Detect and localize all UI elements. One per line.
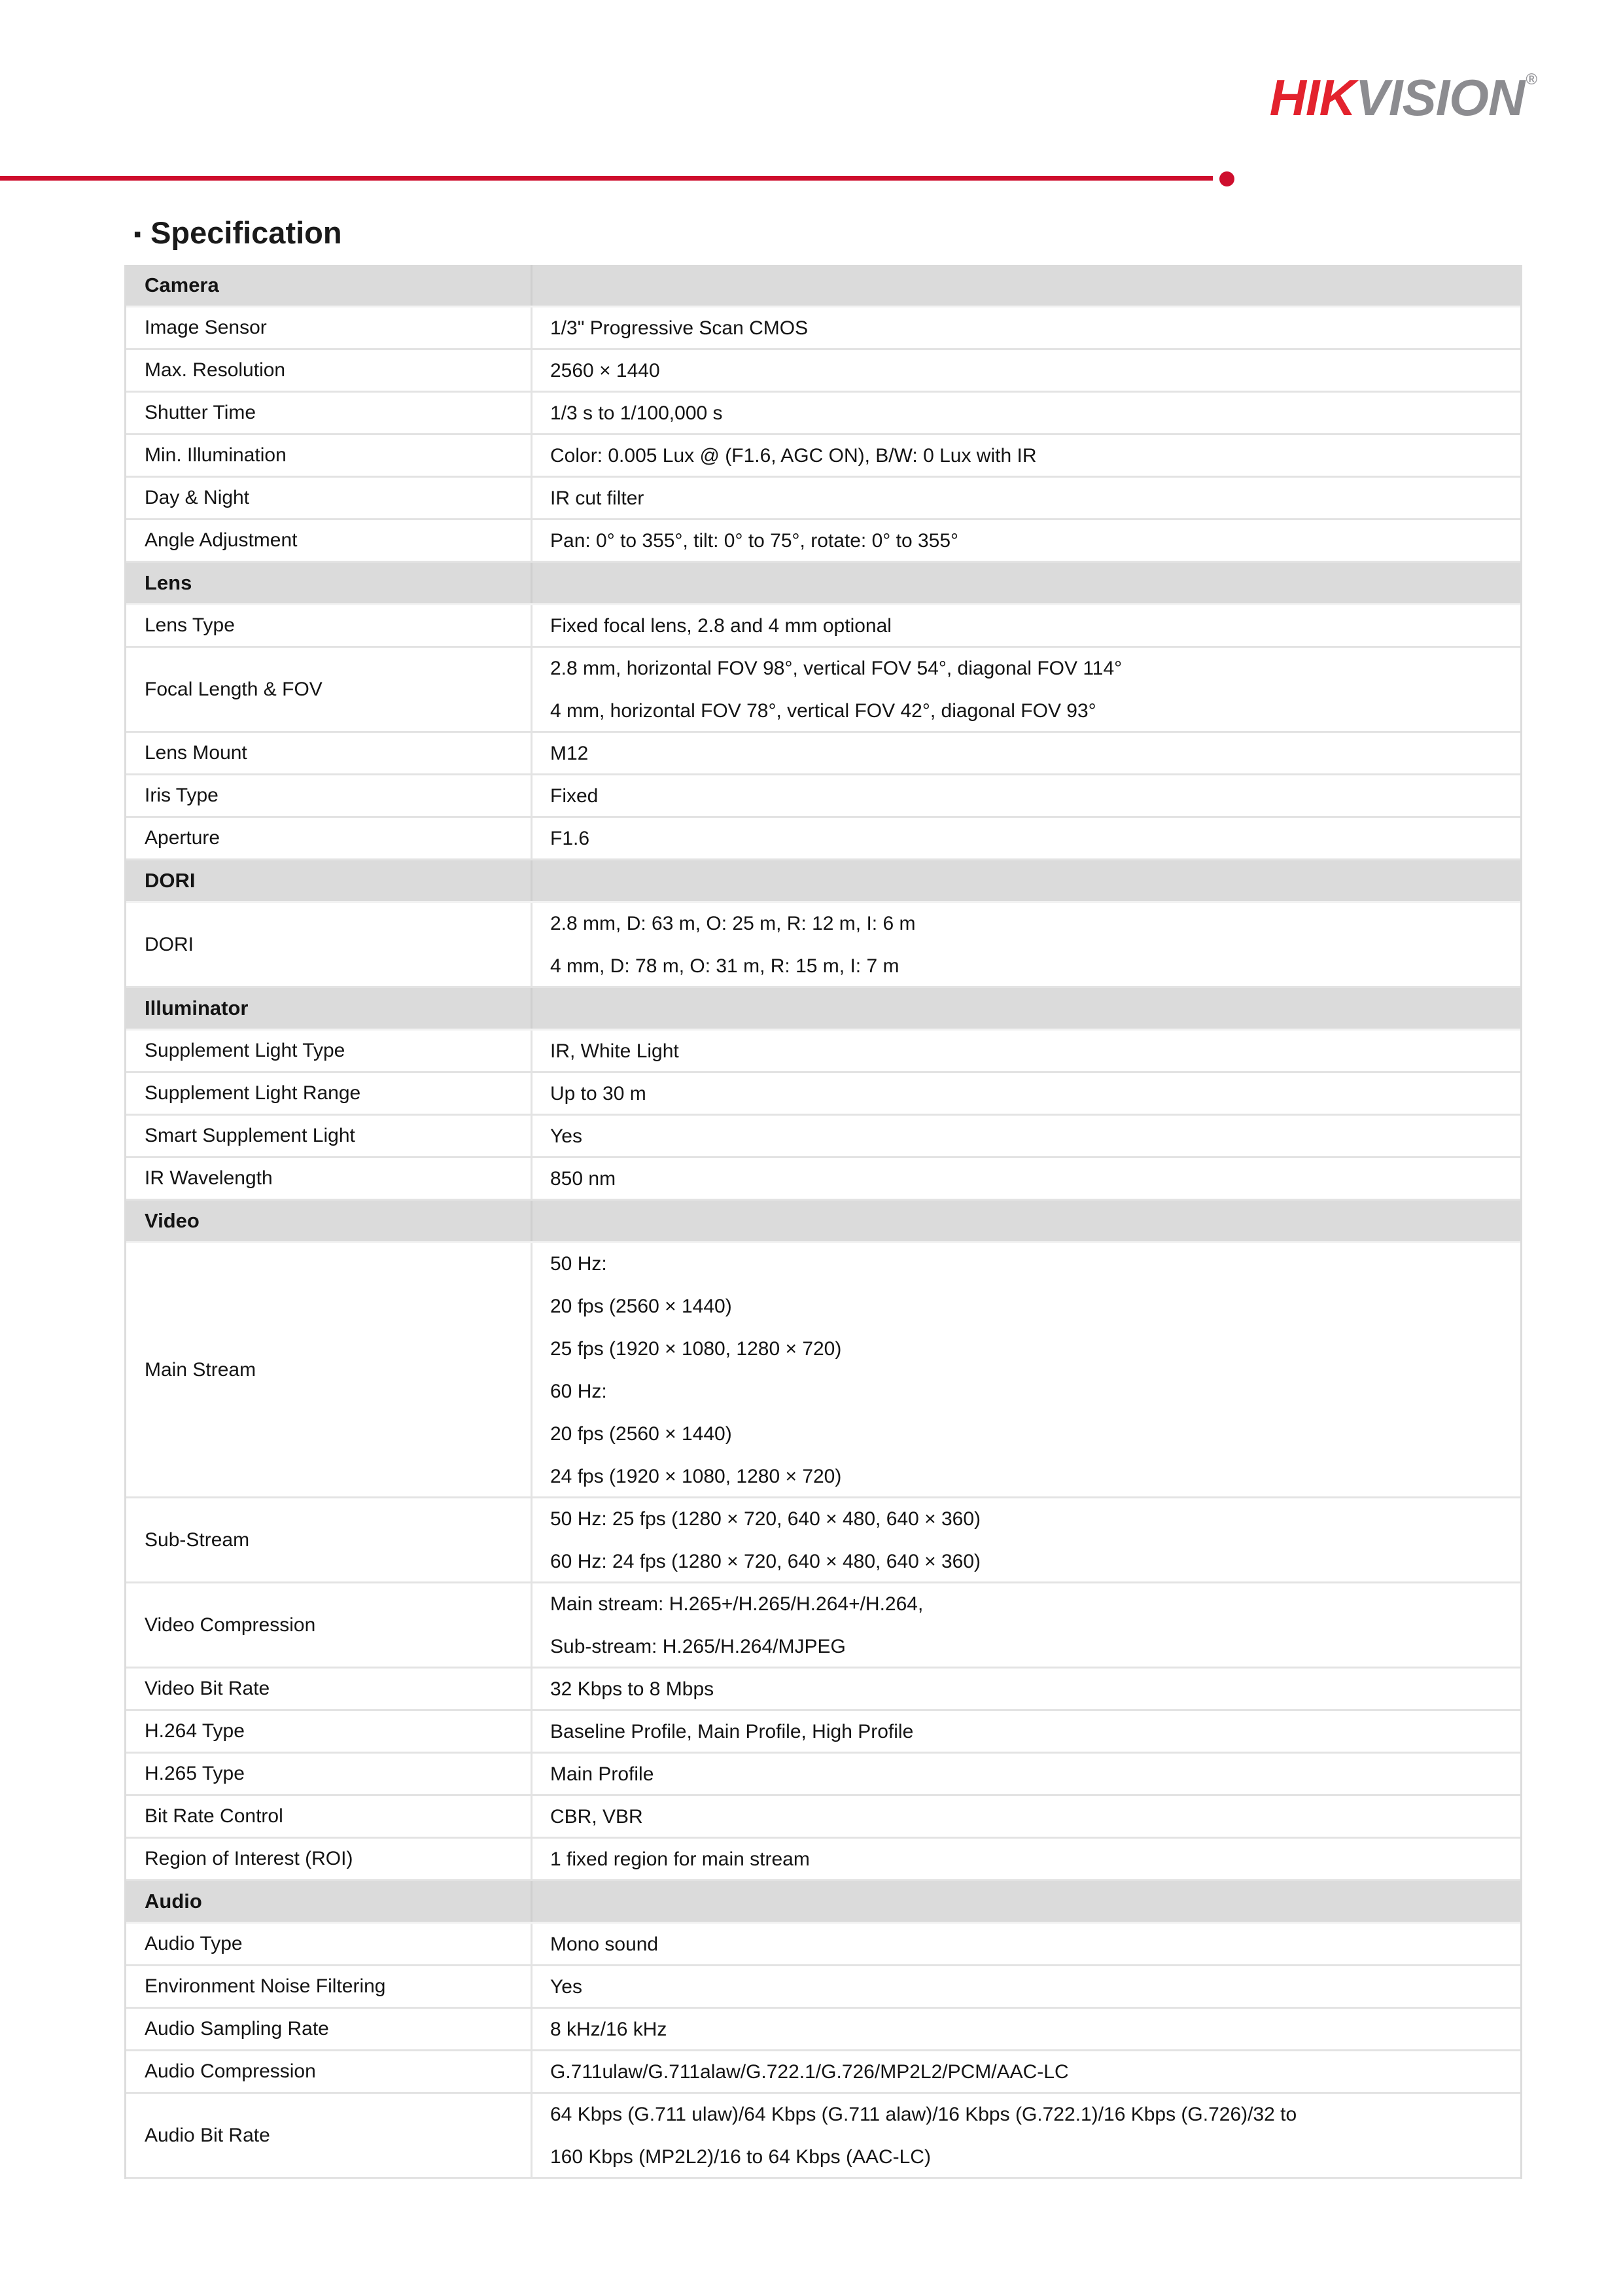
- spec-value-line: 50 Hz:: [550, 1252, 607, 1275]
- hikvision-logo: [1270, 68, 1537, 128]
- spec-label: Angle Adjustment: [126, 520, 532, 561]
- spec-label: Min. Illumination: [126, 435, 532, 476]
- spec-value-line: 60 Hz:: [550, 1380, 607, 1402]
- spec-value: [532, 2009, 1520, 2049]
- spec-label: Focal Length & FOV: [126, 648, 532, 731]
- spec-value: [532, 393, 1520, 433]
- spec-value-line: 160 Kbps (MP2L2)/16 to 64 Kbps (AAC-LC): [550, 2146, 931, 2168]
- spec-value-line: Main stream: H.265+/H.265/H.264+/H.264,: [550, 1593, 924, 1615]
- section-header-label: Camera: [126, 265, 532, 306]
- header-rule-dot-icon: [1219, 171, 1234, 186]
- spec-row-region-of-interest-roi: [126, 1839, 1520, 1881]
- spec-value: [532, 1116, 1520, 1156]
- spec-label: Shutter Time: [126, 393, 532, 433]
- spec-value: [532, 605, 1520, 646]
- registered-trademark-icon: ®: [1526, 71, 1537, 88]
- spec-value-line: Up to 30 m: [550, 1082, 646, 1104]
- spec-value-line: G.711ulaw/G.711alaw/G.722.1/G.726/MP2L2/PCM/AAC-LC: [550, 2060, 1069, 2083]
- spec-label: Audio Compression: [126, 2051, 532, 2092]
- spec-value-line: 2.8 mm, D: 63 m, O: 25 m, R: 12 m, I: 6 m: [550, 912, 916, 934]
- section-header-label: Audio: [126, 1881, 532, 1922]
- section-header-filler: [532, 1201, 1520, 1241]
- spec-label: Audio Type: [126, 1924, 532, 1964]
- spec-label: Sub-Stream: [126, 1498, 532, 1581]
- spec-value: [532, 478, 1520, 518]
- spec-value-line: Fixed focal lens, 2.8 and 4 mm optional: [550, 614, 892, 637]
- spec-label: Smart Supplement Light: [126, 1116, 532, 1156]
- spec-value-line: 1/3 s to 1/100,000 s: [550, 402, 723, 424]
- spec-value-line: 8 kHz/16 kHz: [550, 2018, 667, 2040]
- spec-value: [532, 2094, 1520, 2177]
- spec-row-bit-rate-control: [126, 1796, 1520, 1839]
- section-header-label: Video: [126, 1201, 532, 1241]
- spec-row-video-bit-rate: [126, 1669, 1520, 1711]
- spec-value: [532, 733, 1520, 773]
- spec-row-dori: [126, 903, 1520, 988]
- spec-label: DORI: [126, 903, 532, 986]
- spec-value: [532, 1924, 1520, 1964]
- spec-value-line: 4 mm, D: 78 m, O: 31 m, R: 15 m, I: 7 m: [550, 955, 899, 977]
- spec-value-line: IR, White Light: [550, 1040, 679, 1062]
- spec-label: Image Sensor: [126, 308, 532, 348]
- spec-row-audio-type: [126, 1924, 1520, 1966]
- spec-row-image-sensor: [126, 308, 1520, 350]
- spec-value: [532, 435, 1520, 476]
- spec-row-day-night: [126, 478, 1520, 520]
- spec-label: Aperture: [126, 818, 532, 858]
- spec-label: Day & Night: [126, 478, 532, 518]
- section-header-video: [126, 1201, 1520, 1243]
- spec-value: [532, 1754, 1520, 1794]
- spec-row-min-illumination: [126, 435, 1520, 478]
- spec-row-iris-type: [126, 775, 1520, 818]
- spec-label: Region of Interest (ROI): [126, 1839, 532, 1879]
- spec-row-ir-wavelength: [126, 1158, 1520, 1201]
- spec-value-line: F1.6: [550, 827, 590, 849]
- spec-value: [532, 308, 1520, 348]
- spec-label: Audio Bit Rate: [126, 2094, 532, 2177]
- spec-value-line: 1 fixed region for main stream: [550, 1848, 810, 1870]
- spec-value-line: 60 Hz: 24 fps (1280 × 720, 640 × 480, 640 × 360): [550, 1550, 981, 1572]
- section-header-label: DORI: [126, 860, 532, 901]
- spec-value-line: 20 fps (2560 × 1440): [550, 1422, 732, 1445]
- section-header-lens: [126, 563, 1520, 605]
- spec-label: Bit Rate Control: [126, 1796, 532, 1837]
- spec-value: [532, 775, 1520, 816]
- spec-label: Environment Noise Filtering: [126, 1966, 532, 2007]
- spec-label: H.264 Type: [126, 1711, 532, 1752]
- spec-label: Video Bit Rate: [126, 1669, 532, 1709]
- spec-row-max-resolution: [126, 350, 1520, 393]
- spec-value-line: 25 fps (1920 × 1080, 1280 × 720): [550, 1337, 842, 1360]
- section-header-label: Lens: [126, 563, 532, 603]
- section-header-audio: [126, 1881, 1520, 1924]
- spec-value-line: 850 nm: [550, 1167, 616, 1190]
- section-header-filler: [532, 563, 1520, 603]
- spec-label: IR Wavelength: [126, 1158, 532, 1199]
- section-header-filler: [532, 265, 1520, 306]
- spec-value: [532, 1073, 1520, 1114]
- spec-row-smart-supplement-light: [126, 1116, 1520, 1158]
- spec-row-video-compression: [126, 1583, 1520, 1669]
- spec-value: [532, 1498, 1520, 1581]
- spec-value: [532, 818, 1520, 858]
- spec-value: [532, 1243, 1520, 1496]
- spec-value-line: 50 Hz: 25 fps (1280 × 720, 640 × 480, 640 × 360): [550, 1508, 981, 1530]
- spec-value-line: 4 mm, horizontal FOV 78°, vertical FOV 42°, diagonal FOV 93°: [550, 699, 1096, 722]
- spec-label: Supplement Light Type: [126, 1031, 532, 1071]
- spec-label: Main Stream: [126, 1243, 532, 1496]
- spec-row-angle-adjustment: [126, 520, 1520, 563]
- spec-value: [532, 1583, 1520, 1667]
- spec-label: Lens Type: [126, 605, 532, 646]
- spec-label: Max. Resolution: [126, 350, 532, 391]
- spec-label: Audio Sampling Rate: [126, 2009, 532, 2049]
- spec-value-line: Sub-stream: H.265/H.264/MJPEG: [550, 1635, 846, 1657]
- spec-row-supplement-light-type: [126, 1031, 1520, 1073]
- spec-row-h-265-type: [126, 1754, 1520, 1796]
- spec-value-line: Yes: [550, 1125, 582, 1147]
- spec-value-line: Color: 0.005 Lux @ (F1.6, AGC ON), B/W: 0 Lux with IR: [550, 444, 1037, 467]
- spec-value-line: 20 fps (2560 × 1440): [550, 1295, 732, 1317]
- specification-table: [124, 265, 1522, 2179]
- spec-row-sub-stream: [126, 1498, 1520, 1583]
- section-header-filler: [532, 988, 1520, 1029]
- spec-row-aperture: [126, 818, 1520, 860]
- spec-value-line: 64 Kbps (G.711 ulaw)/64 Kbps (G.711 alaw)/16 Kbps (G.722.1)/16 Kbps (G.726)/32 to: [550, 2103, 1297, 2125]
- spec-row-audio-bit-rate: [126, 2094, 1520, 2179]
- section-header-camera: [126, 265, 1520, 308]
- spec-value-line: M12: [550, 742, 589, 764]
- spec-value: [532, 520, 1520, 561]
- logo-vision-text: VISION: [1355, 69, 1525, 126]
- header-rule-line: [0, 176, 1213, 181]
- spec-value-line: 2.8 mm, horizontal FOV 98°, vertical FOV 54°, diagonal FOV 114°: [550, 657, 1123, 679]
- spec-value-line: Yes: [550, 1975, 582, 1998]
- spec-value-line: 2560 × 1440: [550, 359, 660, 381]
- section-header-illuminator: [126, 988, 1520, 1031]
- spec-value-line: Fixed: [550, 785, 599, 807]
- spec-label: Lens Mount: [126, 733, 532, 773]
- spec-row-h-264-type: [126, 1711, 1520, 1754]
- section-header-filler: [532, 1881, 1520, 1922]
- spec-row-main-stream: [126, 1243, 1520, 1498]
- spec-row-focal-length-fov: [126, 648, 1520, 733]
- spec-value: [532, 1158, 1520, 1199]
- spec-value: [532, 903, 1520, 986]
- spec-row-audio-compression: [126, 2051, 1520, 2094]
- spec-value: [532, 648, 1520, 731]
- spec-value-line: 24 fps (1920 × 1080, 1280 × 720): [550, 1465, 842, 1487]
- spec-label: Iris Type: [126, 775, 532, 816]
- specification-heading: [133, 215, 342, 251]
- spec-row-lens-type: [126, 605, 1520, 648]
- page-title: Specification: [150, 215, 342, 250]
- section-header-filler: [532, 860, 1520, 901]
- spec-value-line: 32 Kbps to 8 Mbps: [550, 1678, 714, 1700]
- spec-value: [532, 1031, 1520, 1071]
- spec-value-line: Pan: 0° to 355°, tilt: 0° to 75°, rotate: 0° to 355°: [550, 529, 959, 552]
- spec-value-line: Main Profile: [550, 1763, 654, 1785]
- spec-value-line: CBR, VBR: [550, 1805, 643, 1828]
- spec-row-shutter-time: [126, 393, 1520, 435]
- spec-label: Video Compression: [126, 1583, 532, 1667]
- spec-value-line: Baseline Profile, Main Profile, High Profile: [550, 1720, 914, 1742]
- logo-hik-text: HIK: [1269, 69, 1355, 126]
- spec-value: [532, 1839, 1520, 1879]
- spec-value: [532, 350, 1520, 391]
- spec-row-supplement-light-range: [126, 1073, 1520, 1116]
- spec-row-environment-noise-filtering: [126, 1966, 1520, 2009]
- spec-value: [532, 2051, 1520, 2092]
- section-header-dori: [126, 860, 1520, 903]
- spec-value-line: IR cut filter: [550, 487, 644, 509]
- spec-value-line: 1/3" Progressive Scan CMOS: [550, 317, 809, 339]
- spec-value: [532, 1669, 1520, 1709]
- section-header-label: Illuminator: [126, 988, 532, 1029]
- spec-row-audio-sampling-rate: [126, 2009, 1520, 2051]
- spec-value-line: Mono sound: [550, 1933, 659, 1955]
- spec-label: H.265 Type: [126, 1754, 532, 1794]
- square-bullet-icon: ▪: [133, 221, 142, 247]
- spec-value: [532, 1966, 1520, 2007]
- spec-value: [532, 1796, 1520, 1837]
- spec-value: [532, 1711, 1520, 1752]
- spec-label: Supplement Light Range: [126, 1073, 532, 1114]
- spec-row-lens-mount: [126, 733, 1520, 775]
